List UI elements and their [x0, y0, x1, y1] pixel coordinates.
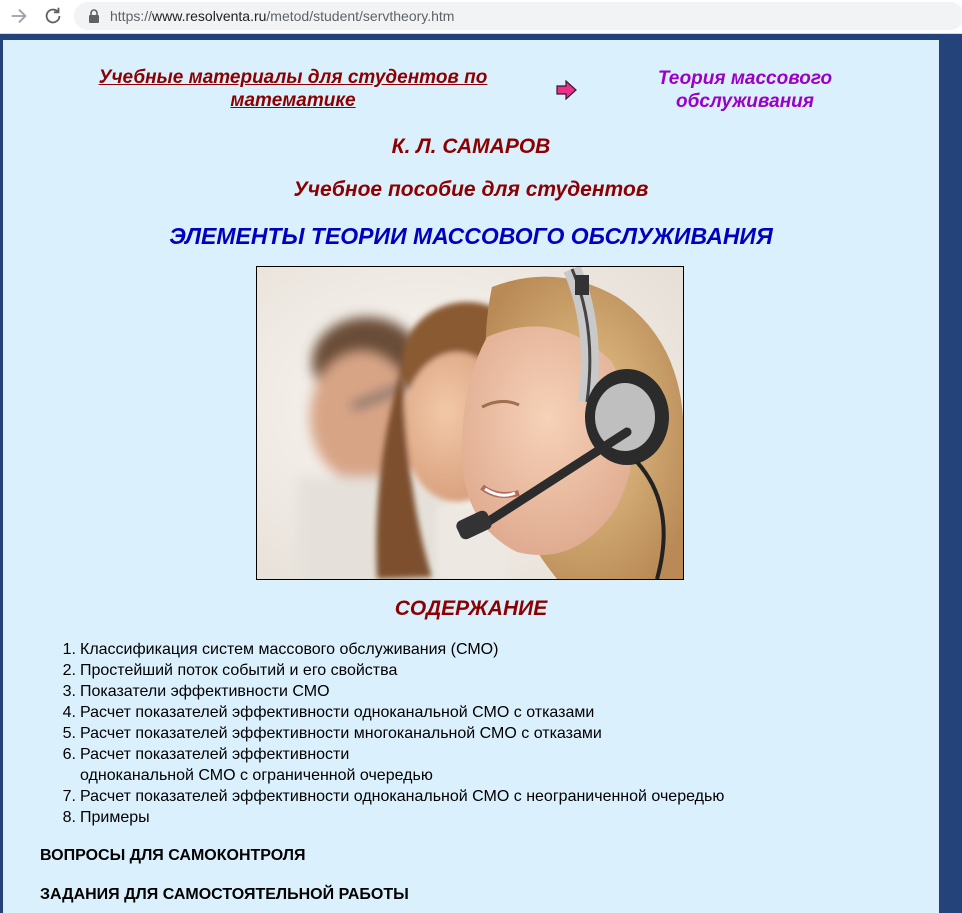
current-section-title: Теория массового обслуживания: [657, 68, 833, 112]
toc-item[interactable]: 6. Расчет показателей эффективности одноканальной СМО с ограниченной очередью: [62, 746, 433, 784]
study-materials-link[interactable]: Учебные материалы для студентов по математике: [98, 67, 488, 111]
address-bar[interactable]: [74, 2, 962, 30]
page-title: ЭЛЕМЕНТЫ ТЕОРИИ МАССОВОГО ОБСЛУЖИВАНИЯ: [169, 223, 773, 249]
toc-item[interactable]: 5. Расчет показателей эффективности многоканальной СМО с отказами: [62, 725, 602, 742]
toc-item[interactable]: 4. Расчет показателей эффективности одноканальной СМО с отказами: [62, 704, 595, 721]
toc-item[interactable]: 3. Показатели эффективности СМО: [62, 683, 330, 700]
toc-item[interactable]: 1. Классификация систем массового обслуживания (СМО): [62, 641, 499, 658]
forward-icon[interactable]: [8, 5, 30, 27]
reload-icon[interactable]: [42, 5, 64, 27]
call-center-photo: [256, 266, 684, 580]
independent-tasks-link[interactable]: ЗАДАНИЯ ДЛЯ САМОСТОЯТЕЛЬНОЙ РАБОТЫ: [40, 886, 409, 903]
table-of-contents: [62, 639, 725, 828]
contents-heading: СОДЕРЖАНИЕ: [394, 597, 548, 620]
toc-item[interactable]: 8. Примеры: [62, 809, 150, 826]
self-check-questions-link[interactable]: ВОПРОСЫ ДЛЯ САМОКОНТРОЛЯ: [40, 847, 306, 864]
page-content: [3, 40, 939, 913]
lock-icon: [88, 9, 100, 23]
author: К. Л. САМАРОВ: [391, 135, 551, 158]
subtitle: Учебное пособие для студентов: [293, 178, 649, 201]
browser-toolbar: [0, 0, 962, 34]
url-text: https://www.resolventa.ru/metod/student/servtheory.htm: [110, 8, 455, 24]
toc-item[interactable]: 7. Расчет показателей эффективности одноканальной СМО с неограниченной очередью: [62, 788, 725, 805]
top-nav: [3, 40, 939, 130]
toc-item[interactable]: 2. Простейший поток событий и его свойства: [62, 662, 398, 679]
right-arrow-icon: [555, 80, 577, 100]
